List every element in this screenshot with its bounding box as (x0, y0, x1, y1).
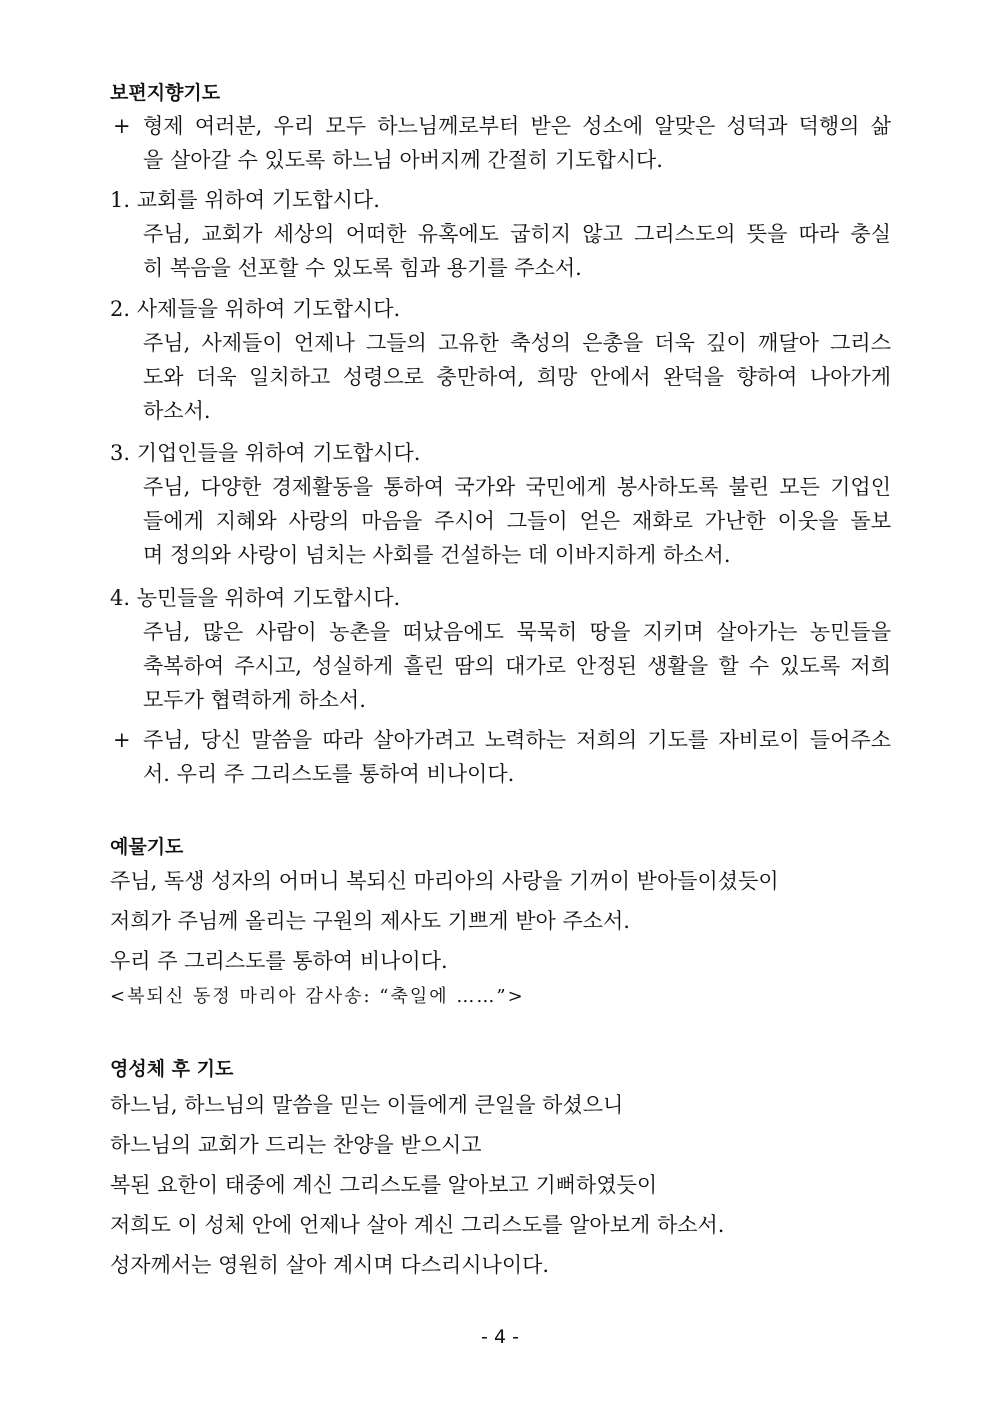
petition-line: 주님, 다양한 경제활동을 통하여 국가와 국민에게 봉사하도록 불린 모든 기업인 (143, 475, 891, 499)
offertory-heading: 예물기도 (110, 836, 184, 858)
offertory-line: 우리 주 그리스도를 통하여 비나이다. (110, 949, 448, 973)
petition-title-3: 3. 기업인들을 위하여 기도합시다. (110, 441, 421, 465)
petition-title-4: 4. 농민들을 위하여 기도합시다. (110, 586, 401, 610)
intro-plus-marker: + (113, 114, 131, 138)
petition-title-2: 2. 사제들을 위하여 기도합시다. (110, 297, 401, 321)
intro-line: 형제 여러분, 우리 모두 하느님께로부터 받은 성소에 알맞은 성덕과 덕행의 삶 (143, 114, 891, 138)
petition-line: 도와 더욱 일치하고 성령으로 충만하여, 희망 안에서 완덕을 향하여 나아가게 (143, 365, 891, 389)
communion-heading: 영성체 후 기도 (110, 1058, 234, 1080)
communion-line: 성자께서는 영원히 살아 계시며 다스리시나이다. (110, 1253, 550, 1277)
intro-line: 을 살아갈 수 있도록 하느님 아버지께 간절히 기도합시다. (143, 148, 663, 172)
communion-line: 복된 요한이 태중에 계신 그리스도를 알아보고 기뻐하였듯이 (110, 1173, 658, 1197)
petition-line: 주님, 사제들이 언제나 그들의 고유한 축성의 은총을 더욱 깊이 깨달아 그리스 (143, 331, 891, 355)
petition-line: 축복하여 주시고, 성실하게 흘린 땀의 대가로 안정된 생활을 할 수 있도록 저희 (143, 654, 891, 678)
communion-line: 하느님, 하느님의 말씀을 믿는 이들에게 큰일을 하셨으니 (110, 1093, 624, 1117)
offertory-line: 저희가 주님께 올리는 구원의 제사도 기쁘게 받아 주소서. (110, 909, 630, 933)
petition-line: 주님, 교회가 세상의 어떠한 유혹에도 굽히지 않고 그리스도의 뜻을 따라 충실 (143, 222, 891, 246)
closing-plus-marker: + (113, 728, 131, 752)
petition-line: 하소서. (143, 399, 211, 423)
communion-line: 저희도 이 성체 안에 언제나 살아 계신 그리스도를 알아보게 하소서. (110, 1213, 725, 1237)
page-number: - 4 - (481, 1326, 519, 1348)
petition-line: 히 복음을 선포할 수 있도록 힘과 용기를 주소서. (143, 256, 582, 280)
petition-title-1: 1. 교회를 위하여 기도합시다. (110, 188, 380, 212)
universal-prayer-heading: 보편지향기도 (110, 82, 221, 104)
petition-line: 들에게 지혜와 사랑의 마음을 주시어 그들이 얻은 재화로 가난한 이웃을 돌보 (143, 509, 891, 533)
offertory-line: 주님, 독생 성자의 어머니 복되신 마리아의 사랑을 기꺼이 받아들이셨듯이 (110, 869, 779, 893)
petition-line: 주님, 많은 사람이 농촌을 떠났음에도 묵묵히 땅을 지키며 살아가는 농민들을 (143, 620, 891, 644)
petition-line: 며 정의와 사랑이 넘치는 사회를 건설하는 데 이바지하게 하소서. (143, 543, 731, 567)
preface-note: <복되신 동정 마리아 감사송: “축일에 ……”> (110, 986, 525, 1007)
petition-line: 모두가 협력하게 하소서. (143, 688, 366, 712)
closing-line: 서. 우리 주 그리스도를 통하여 비나이다. (143, 762, 515, 786)
communion-line: 하느님의 교회가 드리는 찬양을 받으시고 (110, 1133, 482, 1157)
closing-line: 주님, 당신 말씀을 따라 살아가려고 노력하는 저희의 기도를 자비로이 들어주소 (143, 728, 891, 752)
